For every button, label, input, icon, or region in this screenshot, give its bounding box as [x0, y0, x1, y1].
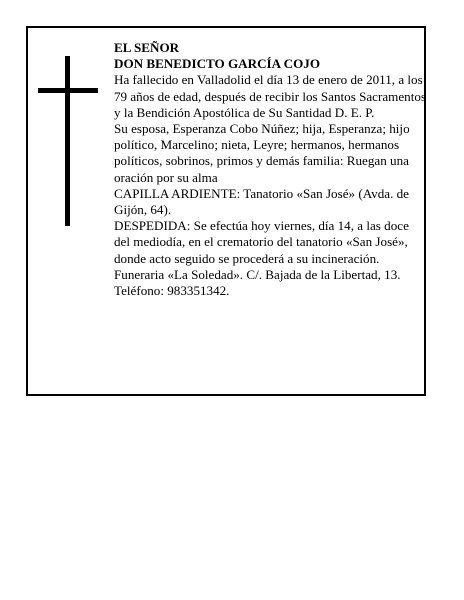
obituary-title: EL SEÑOR — [114, 40, 180, 55]
deceased-name: DON BENEDICTO GARCÍA COJO — [114, 56, 321, 72]
obituary-notice — [26, 26, 426, 396]
obituary-text — [114, 40, 427, 299]
latin-cross-icon — [38, 56, 98, 226]
chapel-info: CAPILLA ARDIENTE: Tanatorio «San José» (Avda. de Gijón, 64). — [114, 185, 409, 218]
death-announcement: Ha fallecido en Valladolid el día 13 de enero de 2011, a los 79 años de edad, después de recibir los Santos Sacramentos y la Bendición Apostólica de Su Santidad D. E. P. — [114, 72, 426, 120]
funeral-home-info: Funeraria «La Soledad». C/. Bajada de la Libertad, 13. Teléfono: 983351342. — [114, 266, 401, 299]
farewell-info: DESPEDIDA: Se efectúa hoy viernes, día 14, a las doce del mediodía, en el crematorio del tanatorio «San José», donde acto seguido se procederá a su incineración. — [114, 218, 409, 266]
family-mourners: Su esposa, Esperanza Cobo Núñez; hija, Esperanza; hijo político, Marcelino; nieta, Leyre; hermanos, hermanos políticos, sobrinos, primos y demás familia: Ruegan una oración por su alma — [114, 121, 410, 185]
